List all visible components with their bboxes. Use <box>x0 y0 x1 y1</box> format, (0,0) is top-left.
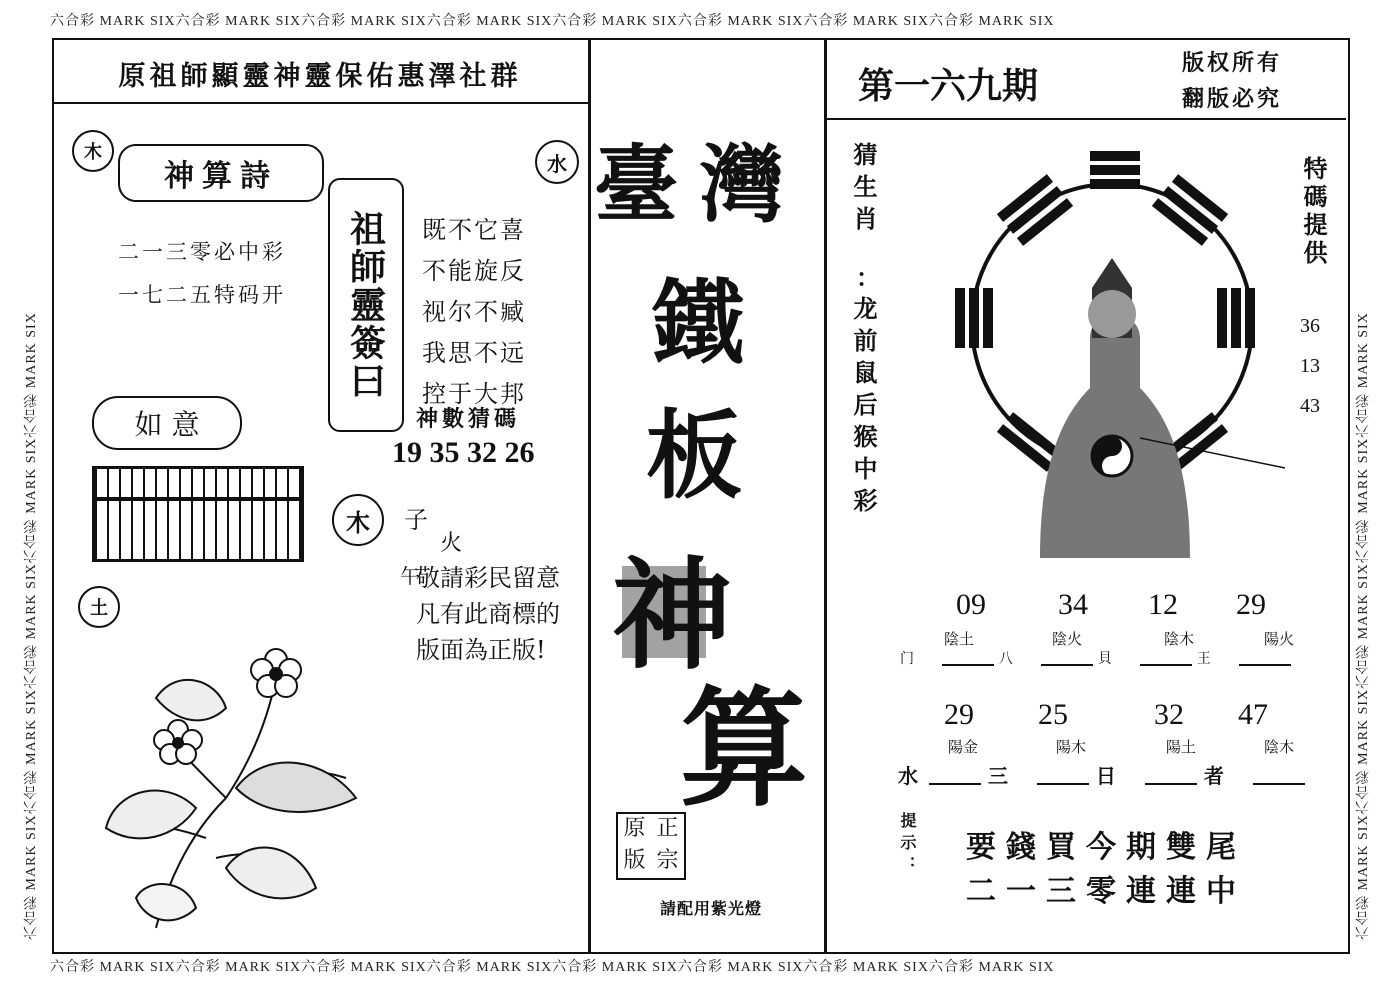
row2-char: 水 <box>898 764 918 788</box>
copyright-line-1: 版权所有 <box>1182 50 1283 76</box>
row1-underline <box>942 652 994 666</box>
row2-number: 25 <box>1038 698 1068 731</box>
row1-underline <box>1239 652 1291 666</box>
row2-number: 29 <box>944 698 974 731</box>
badge-earth: 土 <box>78 586 120 628</box>
left-header-rule <box>54 102 588 104</box>
watermark-right: 六合彩 MARK SIX六合彩 MARK SIX六合彩 MARK SIX六合彩 MARK SIX六合彩 MARK SIX <box>1356 312 1371 940</box>
row2-number: 32 <box>1154 698 1184 731</box>
row1-number: 09 <box>956 588 986 621</box>
poem-title: 神算詩 <box>118 144 324 202</box>
row2-underline <box>929 771 981 785</box>
row2-char: 三 <box>987 764 1008 788</box>
oracle-title: 祖師靈簽曰 <box>344 210 387 400</box>
special-code-label: 特碼提供 <box>1299 156 1328 268</box>
row2-underline <box>1145 771 1197 785</box>
row1-number: 29 <box>1236 588 1266 621</box>
row2-element: 陽土 <box>1166 738 1197 756</box>
tip-line-2: 二一三零連連中 <box>966 874 1246 909</box>
stamp-char: 正 <box>656 816 679 841</box>
ruyi-label: 如 意 <box>92 396 242 450</box>
watermark-top: 六合彩 MARK SIX六合彩 MARK SIX六合彩 MARK SIX六合彩 MARK SIX六合彩 MARK SIX六合彩 MARK SIX六合彩 MARK SIX六合彩 MARK SIX <box>50 14 1055 29</box>
row1-element: 陰木 <box>1164 630 1195 648</box>
badge-water: 水 <box>535 140 579 184</box>
abacus-image <box>92 466 304 562</box>
left-header: 原祖師顯靈神靈保佑惠澤社群 <box>118 61 522 92</box>
zodiac-colon: ： <box>856 263 880 292</box>
row1-element: 陰土 <box>944 630 975 648</box>
special-number: 36 <box>1300 315 1320 337</box>
badge-wood-top: 木 <box>72 130 114 172</box>
oracle-line: 我思不远 <box>422 339 526 367</box>
center-footer: 請配用紫光燈 <box>660 899 763 918</box>
row1-number: 12 <box>1148 588 1178 621</box>
row2-element: 陽金 <box>948 738 979 756</box>
right-header-rule <box>826 118 1346 120</box>
badge-wood-mid: 木 <box>332 494 384 546</box>
zi-label: 子 <box>404 506 428 534</box>
flower-illustration <box>86 638 376 938</box>
tip-label: 提示： <box>898 812 917 878</box>
title-char: 臺 <box>594 135 679 234</box>
notice-line: 敬請彩民留意 <box>416 564 560 592</box>
zodiac-guess-text: 龙前鼠后猴中彩 <box>849 296 878 520</box>
row2-element: 陰木 <box>1264 738 1295 756</box>
authentic-stamp <box>616 812 686 880</box>
row2-line <box>898 760 1318 789</box>
title-char: 算 <box>680 674 809 824</box>
row1-char: 王 <box>1196 651 1211 667</box>
stamp-char: 版 <box>623 848 646 873</box>
stamp-char: 宗 <box>656 848 679 873</box>
row1-underline <box>1140 652 1192 666</box>
row1-char: 八 <box>998 651 1013 667</box>
special-numbers <box>1300 306 1320 426</box>
watermark-bottom: 六合彩 MARK SIX六合彩 MARK SIX六合彩 MARK SIX六合彩 MARK SIX六合彩 MARK SIX六合彩 MARK SIX六合彩 MARK SIX六合彩 MARK SIX <box>50 960 1055 975</box>
divider-right <box>824 38 827 952</box>
special-number: 13 <box>1300 355 1320 377</box>
copyright-line-2: 翻版必究 <box>1182 86 1283 112</box>
oracle-box <box>328 178 404 432</box>
row2-char: 日 <box>1095 764 1116 788</box>
guess-numbers: 19 35 32 26 <box>392 436 535 469</box>
poem-line-1: 二一三零必中彩 <box>118 240 286 264</box>
row1-element: 陽火 <box>1264 630 1295 648</box>
guess-label: 神數猜碼 <box>416 406 521 432</box>
huo-label: 火 <box>440 531 463 556</box>
notice <box>416 560 560 668</box>
notice-line: 版面為正版! <box>416 636 546 664</box>
bagua-deity-image <box>940 138 1290 578</box>
row2-underline <box>1253 771 1305 785</box>
row1-number: 34 <box>1058 588 1088 621</box>
oracle-line: 既不它喜 <box>422 216 526 244</box>
row1-element: 陰火 <box>1052 630 1083 648</box>
title-char: 板 <box>646 399 742 512</box>
notice-line: 凡有此商標的 <box>416 600 560 628</box>
special-number: 43 <box>1300 395 1320 417</box>
tip-line-1: 要錢買今期雙尾 <box>966 830 1246 865</box>
row2-char: 者 <box>1203 764 1224 788</box>
issue-number: 第一六九期 <box>858 65 1039 107</box>
oracle-verse <box>422 210 526 415</box>
row1-underline <box>1041 652 1093 666</box>
title-char: 神 <box>612 545 732 686</box>
row1-char: 门 <box>900 651 914 667</box>
row2-underline <box>1037 771 1089 785</box>
zodiac-guess-label: 猜生肖 <box>849 142 878 238</box>
stamp-char: 原 <box>623 816 646 841</box>
oracle-line: 不能旋反 <box>422 257 526 285</box>
row1-line <box>900 648 1310 668</box>
oracle-line: 视尔不臧 <box>422 298 526 326</box>
oracle-line: 控于大邦 <box>422 380 526 408</box>
poem-line-2: 一七二五特码开 <box>118 283 286 307</box>
row1-char: 貝 <box>1097 651 1112 667</box>
row2-element: 陽木 <box>1056 738 1087 756</box>
title-char: 鐵 <box>652 269 745 377</box>
watermark-left: 六合彩 MARK SIX六合彩 MARK SIX六合彩 MARK SIX六合彩 MARK SIX六合彩 MARK SIX <box>24 312 39 940</box>
wu-label: 午 <box>400 564 420 588</box>
divider-left <box>588 38 591 952</box>
title-char: 灣 <box>700 135 785 234</box>
row2-number: 47 <box>1238 698 1268 731</box>
